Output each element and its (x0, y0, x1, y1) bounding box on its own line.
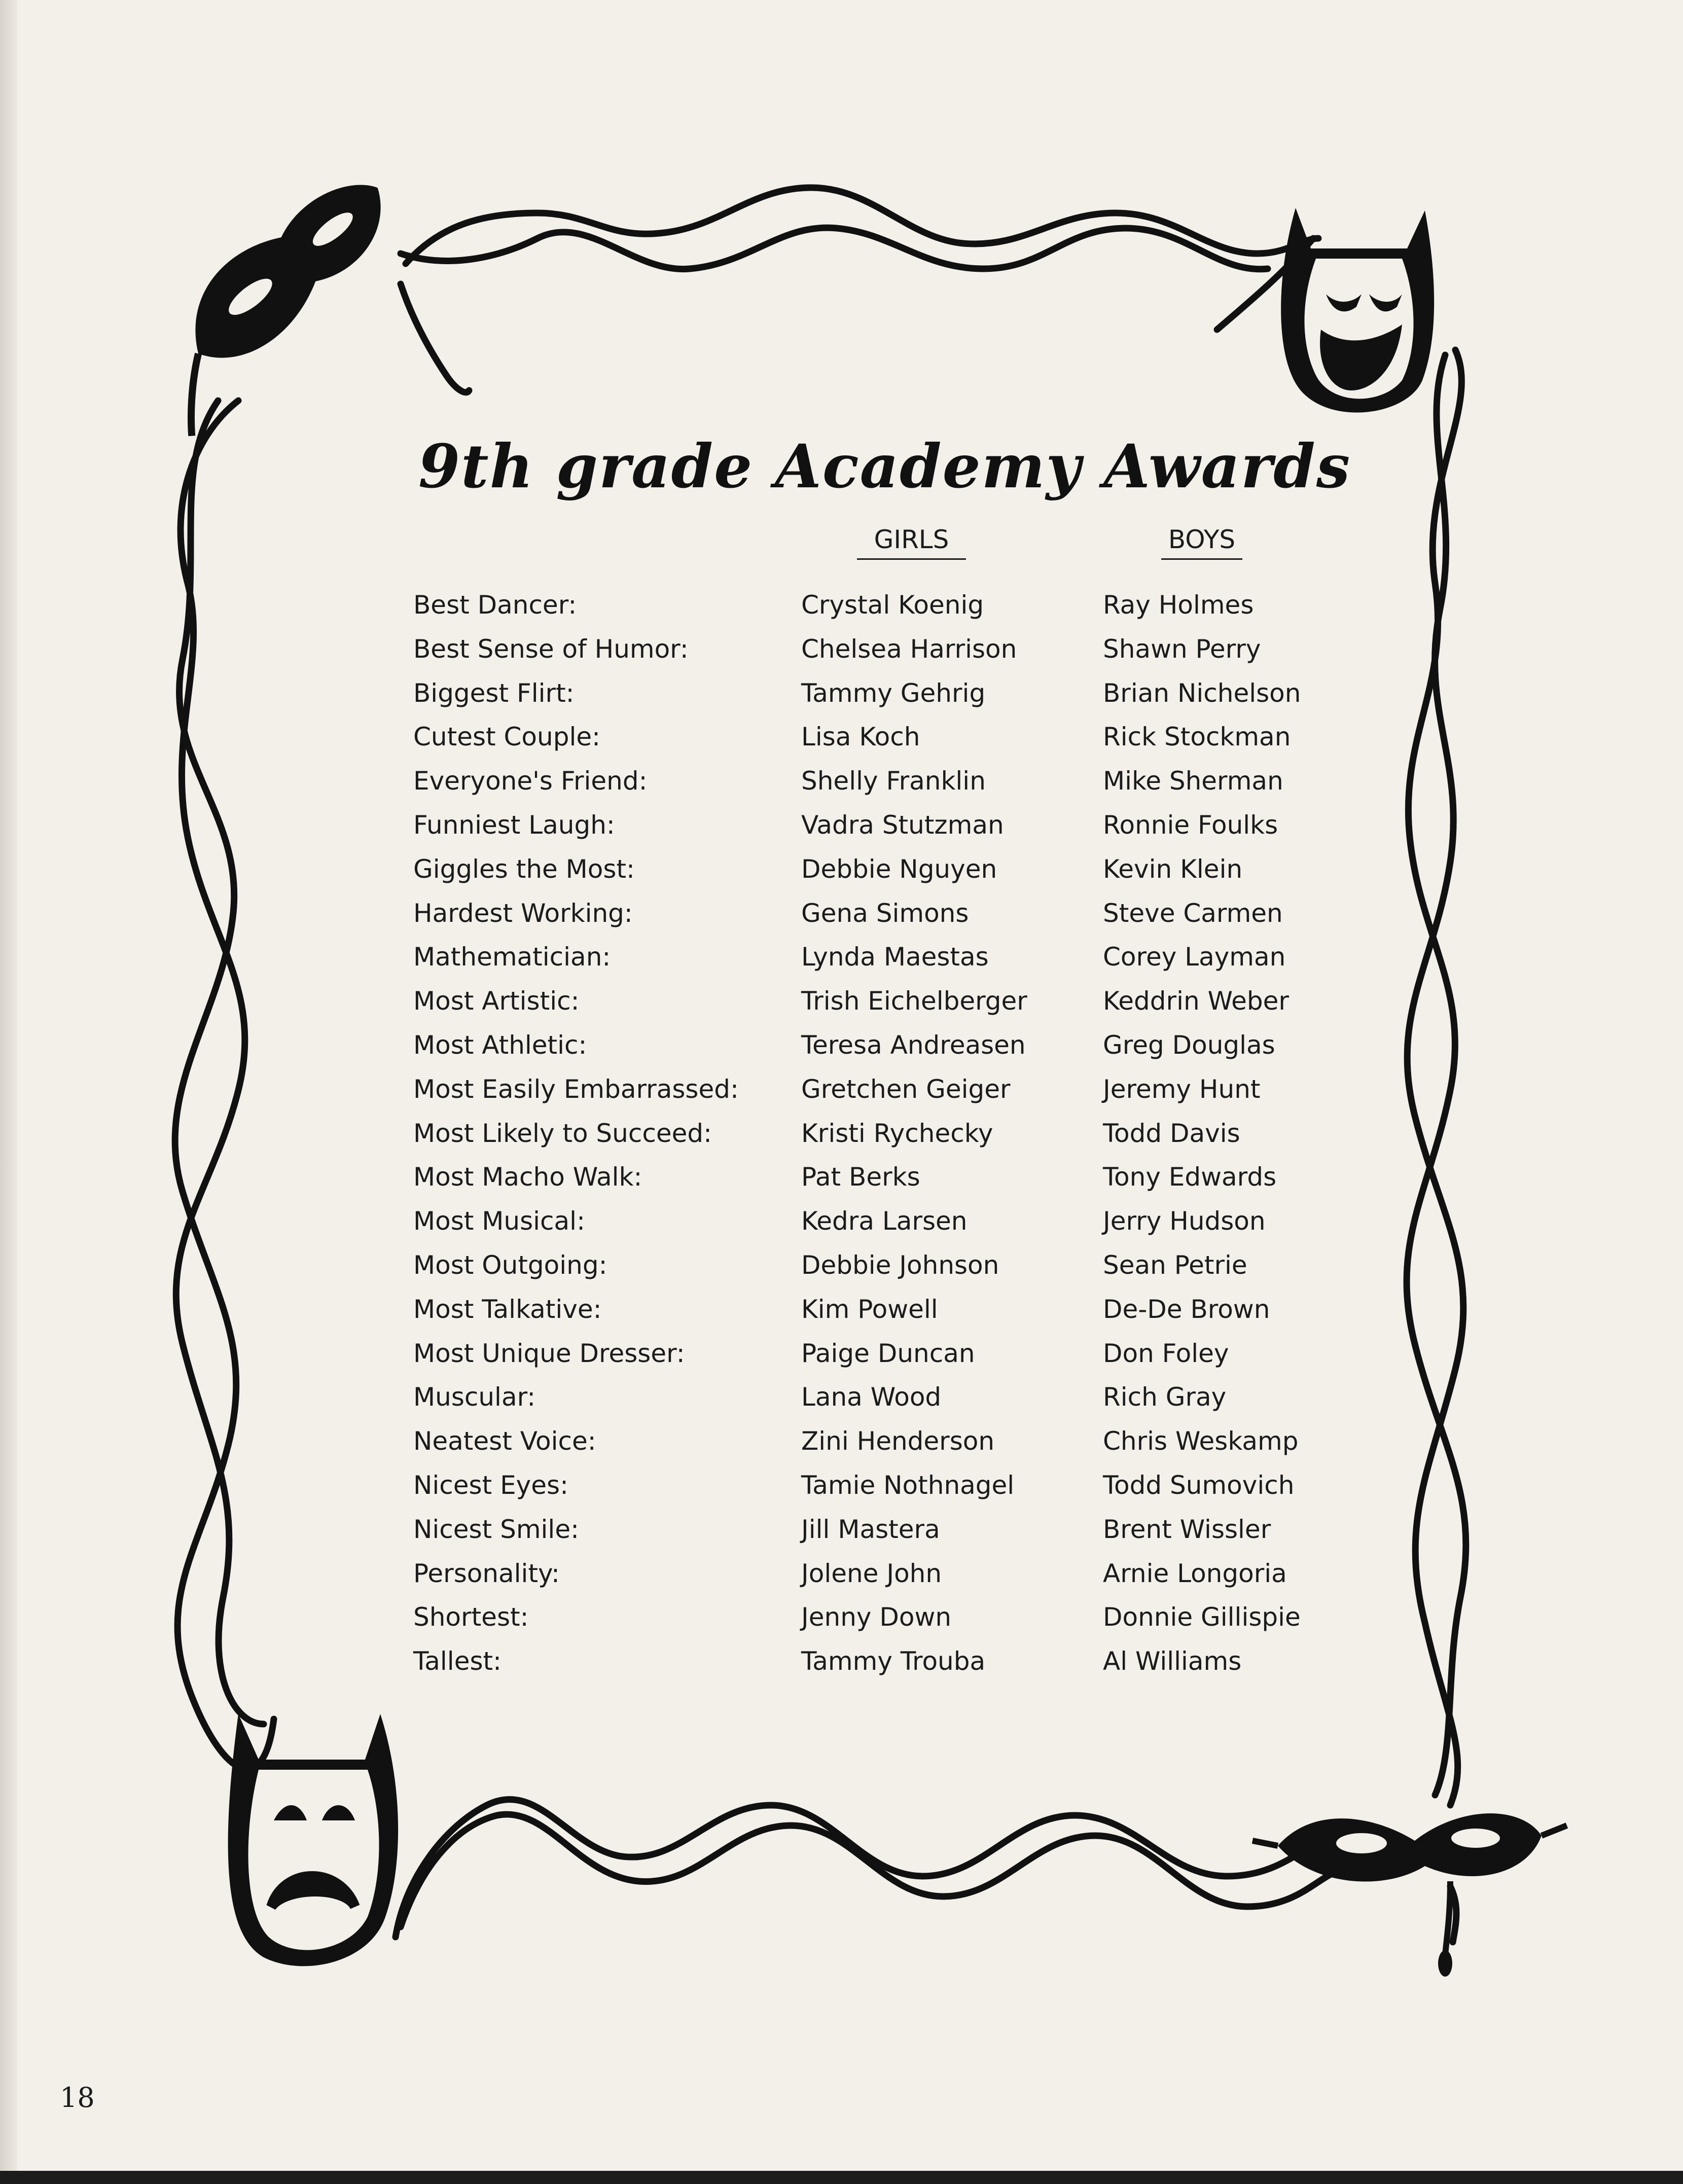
boy-winner: Todd Davis (1103, 1118, 1240, 1148)
award-row (413, 935, 1326, 979)
girl-winner: Tammy Gehrig (801, 678, 986, 708)
boy-winner: Todd Sumovich (1103, 1470, 1295, 1500)
award-row (413, 1419, 1326, 1463)
award-row (413, 1023, 1326, 1067)
girl-winner: Lynda Maestas (801, 942, 989, 972)
girl-winner: Trish Eichelberger (801, 986, 1027, 1016)
girl-winner: Lisa Koch (801, 722, 920, 752)
award-category: Most Outgoing: (413, 1250, 607, 1280)
award-row (413, 715, 1326, 759)
award-row (413, 1243, 1326, 1287)
girl-winner: Jenny Down (801, 1602, 952, 1632)
boy-winner: Steve Carmen (1103, 898, 1283, 928)
tragedy-mask-icon (228, 1714, 399, 1966)
girls-column-header (857, 525, 966, 560)
boy-winner: De-De Brown (1103, 1294, 1270, 1324)
boy-winner: Don Foley (1103, 1338, 1229, 1368)
girl-winner: Crystal Koenig (801, 590, 984, 620)
boy-winner: Jeremy Hunt (1103, 1074, 1261, 1104)
girl-winner: Chelsea Harrison (801, 634, 1017, 664)
boys-header-underline (1161, 558, 1242, 560)
award-row (413, 1375, 1326, 1419)
boy-winner: Sean Petrie (1103, 1250, 1247, 1280)
award-category: Most Easily Embarrassed: (413, 1074, 739, 1104)
boy-winner: Tony Edwards (1103, 1162, 1277, 1192)
girl-winner: Zini Henderson (801, 1426, 995, 1456)
award-category: Most Macho Walk: (413, 1162, 642, 1192)
girl-winner: Gretchen Geiger (801, 1074, 1011, 1104)
award-category: Hardest Working: (413, 898, 633, 928)
award-row (413, 979, 1326, 1023)
award-row (413, 627, 1326, 671)
award-category: Neatest Voice: (413, 1426, 596, 1456)
bottom-edge-strip (0, 2171, 1683, 2184)
girl-winner: Jolene John (801, 1558, 942, 1588)
girl-winner: Tamie Nothnagel (801, 1470, 1015, 1500)
page-number: 18 (60, 2082, 95, 2114)
award-row (413, 1155, 1326, 1199)
award-row (413, 1287, 1326, 1332)
masquerade-mask-icon (121, 161, 427, 436)
girl-winner: Lana Wood (801, 1382, 942, 1412)
award-row (413, 1508, 1326, 1552)
girl-winner: Kedra Larsen (801, 1206, 968, 1236)
award-row (413, 1112, 1326, 1156)
award-category: Most Artistic: (413, 986, 580, 1016)
award-category: Most Musical: (413, 1206, 585, 1236)
award-row (413, 759, 1326, 803)
comedy-mask-icon (1281, 208, 1434, 413)
boy-winner: Corey Layman (1103, 942, 1286, 972)
award-row (413, 1332, 1326, 1376)
boy-winner: Rick Stockman (1103, 722, 1291, 752)
award-row (413, 1639, 1326, 1684)
girl-winner: Gena Simons (801, 898, 969, 928)
girl-winner: Paige Duncan (801, 1338, 975, 1368)
girls-header-underline (857, 558, 966, 560)
award-category: Giggles the Most: (413, 854, 635, 884)
boy-winner: Greg Douglas (1103, 1030, 1275, 1060)
girls-column-label: GIRLS (874, 525, 949, 554)
award-row (413, 803, 1326, 847)
girl-winner: Pat Berks (801, 1162, 920, 1192)
top-ribbon-tail (401, 284, 469, 392)
award-category: Most Likely to Succeed: (413, 1118, 712, 1148)
award-category: Muscular: (413, 1382, 536, 1412)
top-ribbon-lower (401, 228, 1268, 269)
award-category: Funniest Laugh: (413, 810, 615, 840)
award-row (413, 671, 1326, 715)
boy-winner: Ronnie Foulks (1103, 810, 1278, 840)
boy-winner: Donnie Gillispie (1103, 1602, 1301, 1632)
award-category: Most Talkative: (413, 1294, 602, 1324)
girl-winner: Kristi Rychecky (801, 1118, 993, 1148)
award-category: Biggest Flirt: (413, 678, 575, 708)
award-row (413, 1552, 1326, 1596)
award-row (413, 1595, 1326, 1639)
award-row (413, 847, 1326, 891)
girl-winner: Kim Powell (801, 1294, 938, 1324)
boy-winner: Kevin Klein (1103, 854, 1243, 884)
boy-winner: Arnie Longoria (1103, 1558, 1287, 1588)
award-category: Mathematician: (413, 942, 611, 972)
award-row (413, 1199, 1326, 1243)
boy-winner: Brent Wissler (1103, 1514, 1271, 1544)
award-category: Cutest Couple: (413, 722, 600, 752)
girl-winner: Shelly Franklin (801, 766, 986, 796)
boy-winner: Rich Gray (1103, 1382, 1227, 1412)
girl-winner: Debbie Nguyen (801, 854, 997, 884)
boy-winner: Mike Sherman (1103, 766, 1283, 796)
award-category: Nicest Eyes: (413, 1470, 568, 1500)
boys-column-label: BOYS (1168, 525, 1236, 554)
girl-winner: Tammy Trouba (801, 1646, 986, 1676)
award-category: Most Athletic: (413, 1030, 587, 1060)
awards-table (413, 583, 1326, 1684)
boy-winner: Al Williams (1103, 1646, 1242, 1676)
boy-winner: Keddrin Weber (1103, 986, 1289, 1016)
boy-winner: Shawn Perry (1103, 634, 1261, 664)
award-category: Best Dancer: (413, 590, 577, 620)
girl-winner: Jill Mastera (801, 1514, 940, 1544)
award-category: Best Sense of Humor: (413, 634, 689, 664)
boy-winner: Brian Nichelson (1103, 678, 1301, 708)
top-ribbon-upper (406, 188, 1318, 264)
boy-winner: Ray Holmes (1103, 590, 1254, 620)
award-row (413, 891, 1326, 936)
award-category: Everyone's Friend: (413, 766, 648, 796)
award-category: Shortest: (413, 1602, 529, 1632)
award-category: Nicest Smile: (413, 1514, 579, 1544)
girl-winner: Vadra Stutzman (801, 810, 1004, 840)
page-title: 9th grade Academy Awards (418, 431, 1351, 502)
boys-column-header (1161, 525, 1242, 560)
award-category: Tallest: (413, 1646, 502, 1676)
award-row (413, 583, 1326, 627)
girl-winner: Teresa Andreasen (801, 1030, 1026, 1060)
girl-winner: Debbie Johnson (801, 1250, 999, 1280)
award-category: Personality: (413, 1558, 560, 1588)
award-row (413, 1463, 1326, 1508)
award-row (413, 1067, 1326, 1112)
boy-winner: Jerry Hudson (1103, 1206, 1266, 1236)
boy-winner: Chris Weskamp (1103, 1426, 1299, 1456)
award-category: Most Unique Dresser: (413, 1338, 685, 1368)
